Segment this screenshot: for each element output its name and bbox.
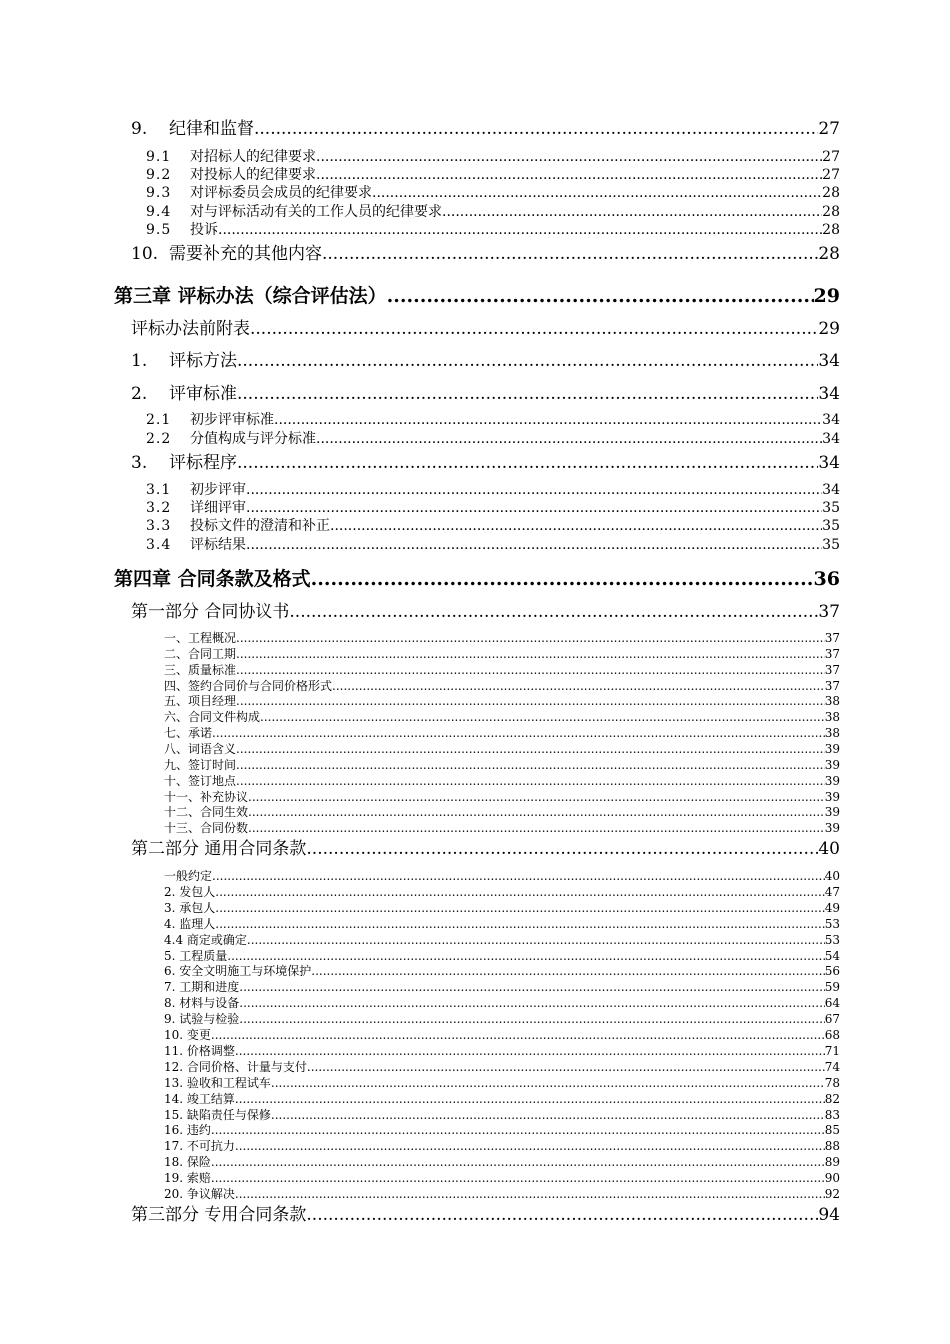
dot-leader: [235, 1092, 825, 1106]
dot-leader: [271, 1108, 825, 1122]
toc-entry[interactable]: [114, 281, 840, 308]
dot-leader: [236, 663, 825, 677]
toc-entry[interactable]: [164, 1121, 840, 1138]
toc-entry[interactable]: [146, 201, 840, 221]
toc-entry-title: 评标结果: [190, 537, 246, 553]
dot-leader: [211, 1123, 825, 1137]
toc-entry-page: 94: [818, 1205, 840, 1225]
toc-entry-number: 9.2: [146, 167, 172, 183]
toc-entry-page: 34: [822, 412, 840, 428]
toc-entry-title: 13. 验收和工程试车: [164, 1075, 271, 1090]
dot-leader: [250, 319, 818, 339]
toc-entry-number: 2.2: [146, 431, 172, 447]
toc-entry-title: 十一、补充协议: [164, 789, 249, 804]
toc-entry-title: 4.4 商定或确定: [164, 932, 247, 947]
toc-entry-title: 八、词语含义: [164, 741, 237, 756]
toc-entry[interactable]: [164, 1169, 840, 1186]
dot-leader: [235, 1187, 825, 1201]
toc-entry-page: 56: [824, 964, 840, 979]
toc-entry-page: 35: [822, 537, 840, 553]
toc-entry-number: 3.2: [146, 500, 172, 516]
dot-leader: [235, 1139, 825, 1153]
toc-entry-page: 54: [824, 948, 840, 963]
toc-entry-title: 对投标人的纪律要求: [190, 167, 316, 183]
toc-entry[interactable]: [131, 314, 840, 339]
toc-entry-title: 初步评审: [190, 482, 246, 498]
toc-entry[interactable]: [164, 740, 840, 757]
dot-leader: [227, 949, 824, 963]
toc-entry-page: 35: [822, 518, 840, 534]
toc-entry-title: 十、签订地点: [164, 773, 237, 788]
toc-entry-page: 71: [824, 1043, 840, 1058]
dot-leader: [215, 885, 824, 899]
toc-entry-title: 8. 材料与设备: [164, 996, 240, 1011]
dot-leader: [236, 694, 825, 708]
toc-entry-page: 38: [824, 710, 840, 725]
toc-entry-page: 38: [824, 694, 840, 709]
toc-entry[interactable]: [164, 899, 840, 916]
dot-leader: [237, 453, 818, 473]
dot-leader: [239, 996, 824, 1010]
dot-leader: [311, 964, 824, 978]
dot-leader: [274, 412, 822, 428]
dot-leader: [236, 758, 825, 772]
dot-leader: [239, 1012, 824, 1026]
toc-entry-title: 20. 争议解决: [164, 1187, 235, 1201]
toc-entry[interactable]: [146, 479, 840, 499]
toc-entry[interactable]: [146, 182, 840, 202]
toc-entry[interactable]: [146, 534, 840, 554]
toc-entry-title: 10. 变更: [164, 1028, 211, 1042]
dot-leader: [306, 839, 818, 859]
toc-entry[interactable]: [164, 1106, 840, 1123]
dot-leader: [254, 119, 818, 139]
toc-entry[interactable]: [146, 146, 840, 166]
toc-entry-page: 47: [824, 884, 840, 899]
toc-entry-page: 90: [824, 1171, 840, 1186]
dot-leader: [237, 351, 818, 371]
toc-entry[interactable]: [146, 409, 840, 429]
toc-entry-page: 49: [824, 900, 840, 915]
toc-entry[interactable]: [164, 1137, 840, 1154]
toc-entry-number: 9.: [131, 119, 148, 139]
toc-entry-title: 第三部分 专用合同条款: [131, 1205, 307, 1225]
toc-entry-title: 17. 不可抗力: [164, 1139, 235, 1154]
toc-entry[interactable]: [164, 994, 840, 1011]
dot-leader: [215, 901, 824, 915]
toc-entry-page: 28: [822, 222, 840, 238]
dot-leader: [236, 774, 825, 788]
toc-entry[interactable]: [164, 772, 840, 789]
toc-entry-title: 三、质量标准: [164, 662, 237, 677]
dot-leader: [387, 285, 814, 307]
toc-entry-page: 28: [818, 244, 840, 264]
toc-entry[interactable]: [164, 661, 840, 678]
toc-entry[interactable]: [146, 428, 840, 448]
toc-entry[interactable]: [164, 677, 840, 694]
toc-entry-title: 十二、合同生效: [164, 805, 249, 820]
dot-leader: [248, 790, 825, 804]
toc-entry[interactable]: [131, 448, 840, 473]
toc-entry-page: 92: [824, 1187, 840, 1201]
toc-entry-page: 88: [824, 1139, 840, 1154]
toc-entry-title: 一般约定: [164, 869, 213, 883]
toc-entry[interactable]: [131, 379, 840, 404]
dot-leader: [211, 1171, 825, 1185]
toc-entry-page: 34: [818, 453, 840, 473]
dot-leader: [246, 537, 822, 553]
toc-entry-page: 68: [824, 1028, 840, 1042]
toc-entry-title: 7. 工期和进度: [164, 980, 240, 995]
toc-entry-title: 分值构成与评分标准: [190, 431, 316, 447]
toc-entry-title: 第一部分 合同协议书: [131, 602, 290, 622]
toc-entry[interactable]: [146, 164, 840, 184]
dot-leader: [218, 222, 822, 238]
toc-entry-title: 详细评审: [190, 500, 246, 516]
toc-entry-page: 35: [822, 500, 840, 516]
toc-entry[interactable]: [131, 834, 840, 859]
toc-entry[interactable]: [164, 645, 840, 662]
toc-entry-page: 82: [824, 1091, 840, 1106]
toc-entry-title: 一、工程概况: [164, 631, 237, 645]
toc-entry[interactable]: [164, 1058, 840, 1075]
toc-entry-title: 5. 工程质量: [164, 948, 228, 963]
dot-leader: [211, 1028, 825, 1042]
toc-entry-page: 29: [813, 285, 840, 307]
toc-entry-number: 3.3: [146, 518, 172, 534]
toc-entry-page: 39: [824, 757, 840, 772]
toc-entry-page: 37: [824, 678, 840, 693]
toc-entry-page: 53: [824, 916, 840, 931]
toc-entry-page: 59: [824, 980, 840, 995]
toc-entry-page: 67: [824, 1012, 840, 1027]
toc-entry-number: 10.: [131, 244, 159, 264]
toc-entry-title: 18. 保险: [164, 1155, 211, 1170]
toc-entry-page: 83: [824, 1107, 840, 1122]
toc-entry-title: 19. 索赔: [164, 1171, 211, 1186]
dot-leader: [237, 384, 818, 404]
toc-entry-page: 27: [818, 119, 840, 139]
toc-entry-title: 评标程序: [169, 453, 237, 473]
toc-entry[interactable]: [164, 1026, 840, 1043]
toc-entry[interactable]: [164, 629, 840, 646]
toc-entry-number: 1.: [131, 351, 148, 371]
dot-leader: [316, 431, 822, 447]
toc-entry-title: 第二部分 通用合同条款: [131, 839, 307, 859]
toc-entry[interactable]: [146, 219, 840, 239]
dot-leader: [236, 647, 825, 661]
toc-entry[interactable]: [164, 1042, 840, 1059]
dot-leader: [248, 805, 825, 819]
toc-entry[interactable]: [146, 515, 840, 535]
toc-entry-page: 34: [822, 482, 840, 498]
toc-entry-page: 34: [818, 351, 840, 371]
toc-entry[interactable]: [164, 947, 840, 964]
dot-leader: [271, 1076, 825, 1090]
toc-entry[interactable]: [164, 962, 840, 979]
toc-entry[interactable]: [131, 346, 840, 371]
toc-entry-title: 四、签约合同价与合同价格形式: [164, 678, 333, 693]
toc-entry-page: 89: [824, 1155, 840, 1170]
toc-entry[interactable]: [164, 756, 840, 773]
toc-entry-page: 39: [824, 741, 840, 756]
toc-entry-page: 85: [824, 1123, 840, 1138]
toc-entry-page: 29: [818, 319, 840, 339]
toc-entry-title: 3. 承包人: [164, 900, 216, 915]
toc-entry[interactable]: [164, 708, 840, 725]
dot-leader: [316, 149, 822, 165]
toc-entry-page: 53: [824, 932, 840, 947]
toc-entry-page: 39: [824, 773, 840, 788]
dot-leader: [372, 185, 822, 201]
dot-leader: [289, 602, 818, 622]
toc-entry-title: 4. 监理人: [164, 916, 216, 931]
toc-entry[interactable]: [131, 239, 840, 264]
dot-leader: [307, 1060, 825, 1074]
toc-entry-number: 9.1: [146, 149, 172, 165]
toc-entry-page: 34: [822, 431, 840, 447]
toc-entry[interactable]: [164, 867, 840, 884]
toc-entry-title: 需要补充的其他内容: [169, 244, 322, 264]
toc-entry-page: 74: [824, 1059, 840, 1074]
toc-entry-page: 28: [822, 204, 840, 220]
toc-entry[interactable]: [164, 931, 840, 948]
toc-entry-page: 37: [824, 646, 840, 661]
dot-leader: [260, 710, 825, 724]
toc-entry[interactable]: [164, 1153, 840, 1170]
toc-entry[interactable]: [164, 915, 840, 932]
toc-entry[interactable]: [164, 883, 840, 900]
toc-entry[interactable]: [164, 1090, 840, 1107]
toc-entry-page: 40: [818, 839, 840, 859]
toc-entry-title: 投标文件的澄清和补正: [190, 518, 330, 534]
toc-entry[interactable]: [164, 724, 840, 741]
toc-entry-page: 40: [824, 869, 840, 883]
toc-entry-number: 2.: [131, 384, 148, 404]
toc-entry-number: 9.4: [146, 204, 172, 220]
toc-entry-page: 34: [818, 384, 840, 404]
toc-entry-page: 28: [822, 185, 840, 201]
toc-entry-title: 二、合同工期: [164, 646, 237, 661]
toc-entry-title: 16. 违约: [164, 1123, 211, 1138]
toc-entry-page: 39: [824, 821, 840, 836]
toc-entry-page: 78: [824, 1075, 840, 1090]
toc-entry[interactable]: [164, 692, 840, 709]
dot-leader: [316, 167, 822, 183]
toc-entry-title: 十三、合同份数: [164, 821, 249, 836]
toc-entry-title: 纪律和监督: [169, 119, 254, 139]
toc-entry-title: 第三章 评标办法（综合评估法）: [114, 285, 387, 307]
toc-entry-title: 15. 缺陷责任与保修: [164, 1107, 271, 1122]
dot-leader: [212, 726, 825, 740]
toc-entry[interactable]: [164, 1074, 840, 1091]
dot-leader: [330, 518, 822, 534]
toc-entry-title: 评审标准: [169, 384, 237, 404]
toc-entry-title: 对与评标活动有关的工作人员的纪律要求: [190, 204, 442, 220]
dot-leader: [236, 742, 825, 756]
dot-leader: [311, 568, 814, 590]
toc-entry-title: 六、合同文件构成: [164, 710, 261, 725]
toc-entry[interactable]: [164, 803, 840, 820]
toc-entry-page: 64: [824, 996, 840, 1011]
dot-leader: [247, 933, 825, 947]
toc-entry-title: 五、项目经理: [164, 694, 237, 709]
toc-entry-number: 3.4: [146, 537, 172, 553]
toc-entry-page: 39: [824, 805, 840, 820]
toc-entry-title: 对评标委员会成员的纪律要求: [190, 185, 372, 201]
toc-entry[interactable]: [164, 978, 840, 995]
dot-leader: [332, 679, 825, 693]
toc-entry-page: 27: [822, 149, 840, 165]
toc-entry-number: 9.3: [146, 185, 172, 201]
toc-entry-number: 3.: [131, 453, 148, 473]
toc-entry-title: 2. 发包人: [164, 884, 216, 899]
toc-entry-title: 初步评审标准: [190, 412, 274, 428]
toc-entry-number: 2.1: [146, 412, 172, 428]
toc-entry-title: 评标办法前附表: [131, 319, 250, 339]
dot-leader: [246, 482, 822, 498]
toc-entry-page: 27: [822, 167, 840, 183]
dot-leader: [239, 980, 824, 994]
toc-entry-page: 37: [818, 602, 840, 622]
dot-leader: [322, 244, 818, 264]
dot-leader: [306, 1205, 818, 1225]
toc-entry-title: 9. 试验与检验: [164, 1012, 240, 1027]
toc-entry[interactable]: [114, 564, 840, 591]
toc-entry[interactable]: [131, 1200, 840, 1225]
dot-leader: [211, 1155, 825, 1169]
toc-entry-title: 投诉: [190, 222, 218, 238]
dot-leader: [442, 204, 822, 220]
toc-entry-title: 评标方法: [169, 351, 237, 371]
dot-leader: [215, 917, 824, 931]
toc-entry-title: 七、承诺: [164, 726, 213, 741]
toc-entry-title: 11. 价格调整: [164, 1043, 235, 1058]
toc-entry[interactable]: [131, 114, 840, 139]
dot-leader: [236, 631, 825, 645]
toc-entry[interactable]: [164, 1010, 840, 1027]
dot-leader: [212, 869, 825, 883]
toc-entry-page: 37: [824, 662, 840, 677]
toc-entry[interactable]: [131, 597, 840, 622]
toc-entry-title: 第四章 合同条款及格式: [114, 568, 311, 590]
toc-entry-title: 6. 安全文明施工与环境保护: [164, 964, 312, 979]
toc-entry-page: 38: [824, 726, 840, 741]
toc-entry-page: 37: [824, 631, 840, 645]
toc-entry-number: 9.5: [146, 222, 172, 238]
toc-entry[interactable]: [146, 497, 840, 517]
toc-entry-title: 14. 竣工结算: [164, 1091, 235, 1106]
toc-entry-page: 39: [824, 789, 840, 804]
toc-entry-title: 对招标人的纪律要求: [190, 149, 316, 165]
toc-entry-title: 12. 合同价格、计量与支付: [164, 1059, 307, 1074]
toc-entry-page: 36: [813, 568, 840, 590]
toc-entry-title: 九、签订时间: [164, 757, 237, 772]
dot-leader: [235, 1044, 825, 1058]
dot-leader: [246, 500, 822, 516]
toc-entry-number: 3.1: [146, 482, 172, 498]
toc-entry[interactable]: [164, 788, 840, 805]
